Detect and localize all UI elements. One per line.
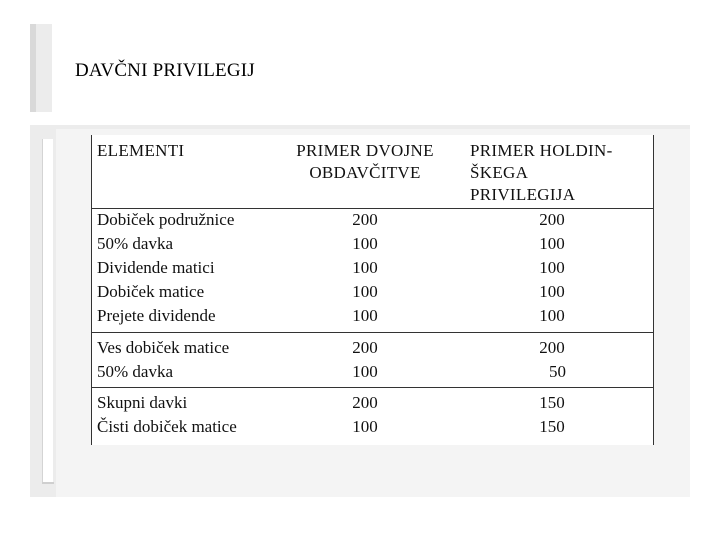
panel-stripe-base [42, 482, 54, 484]
row-dvojne-value: 200 [352, 393, 378, 412]
panel-side-stripe [42, 139, 53, 484]
row-dvojne-value: 100 [352, 282, 378, 301]
row-label: 50% davka [97, 234, 174, 253]
row-label: Dobiček podružnice [97, 210, 235, 229]
row-dvojne-value: 100 [352, 417, 378, 436]
row-holding-value: 200 [539, 210, 565, 229]
tax-privilege-table [91, 135, 654, 445]
row-label: Dobiček matice [97, 282, 205, 301]
title-accent-bar-inner [36, 24, 52, 112]
row-dvojne-value: 200 [352, 210, 378, 229]
group-divider-1 [92, 332, 653, 333]
row-label: Ves dobiček matice [97, 338, 230, 357]
row-holding-value: 100 [539, 234, 565, 253]
row-holding-value: 100 [539, 258, 565, 277]
header-dvojne-line1: PRIMER DVOJNE [296, 141, 434, 160]
row-holding-value: 200 [539, 338, 565, 357]
row-label: 50% davka [97, 362, 174, 381]
row-label: Skupni davki [97, 393, 188, 412]
row-holding-value: 50 [549, 362, 566, 381]
row-label: Prejete dividende [97, 306, 216, 325]
header-elementi: ELEMENTI [97, 141, 185, 160]
row-holding-value: 100 [539, 306, 565, 325]
row-holding-value: 150 [539, 417, 565, 436]
group-divider-2 [92, 387, 653, 388]
header-dvojne-line2: OBDAVČITVE [309, 163, 421, 182]
row-dvojne-value: 100 [352, 306, 378, 325]
header-holding-line2: ŠKEGA [470, 163, 529, 182]
row-dvojne-value: 100 [352, 234, 378, 253]
row-label: Čisti dobiček matice [97, 417, 237, 436]
page-title: DAVČNI PRIVILEGIJ [75, 60, 255, 81]
header-holding-line1: PRIMER HOLDIN- [470, 141, 613, 160]
row-dvojne-value: 200 [352, 338, 378, 357]
row-dvojne-value: 100 [352, 258, 378, 277]
row-holding-value: 100 [539, 282, 565, 301]
row-dvojne-value: 100 [352, 362, 378, 381]
row-holding-value: 150 [539, 393, 565, 412]
header-holding-line3: PRIVILEGIJA [470, 185, 576, 204]
row-label: Dividende matici [97, 258, 215, 277]
